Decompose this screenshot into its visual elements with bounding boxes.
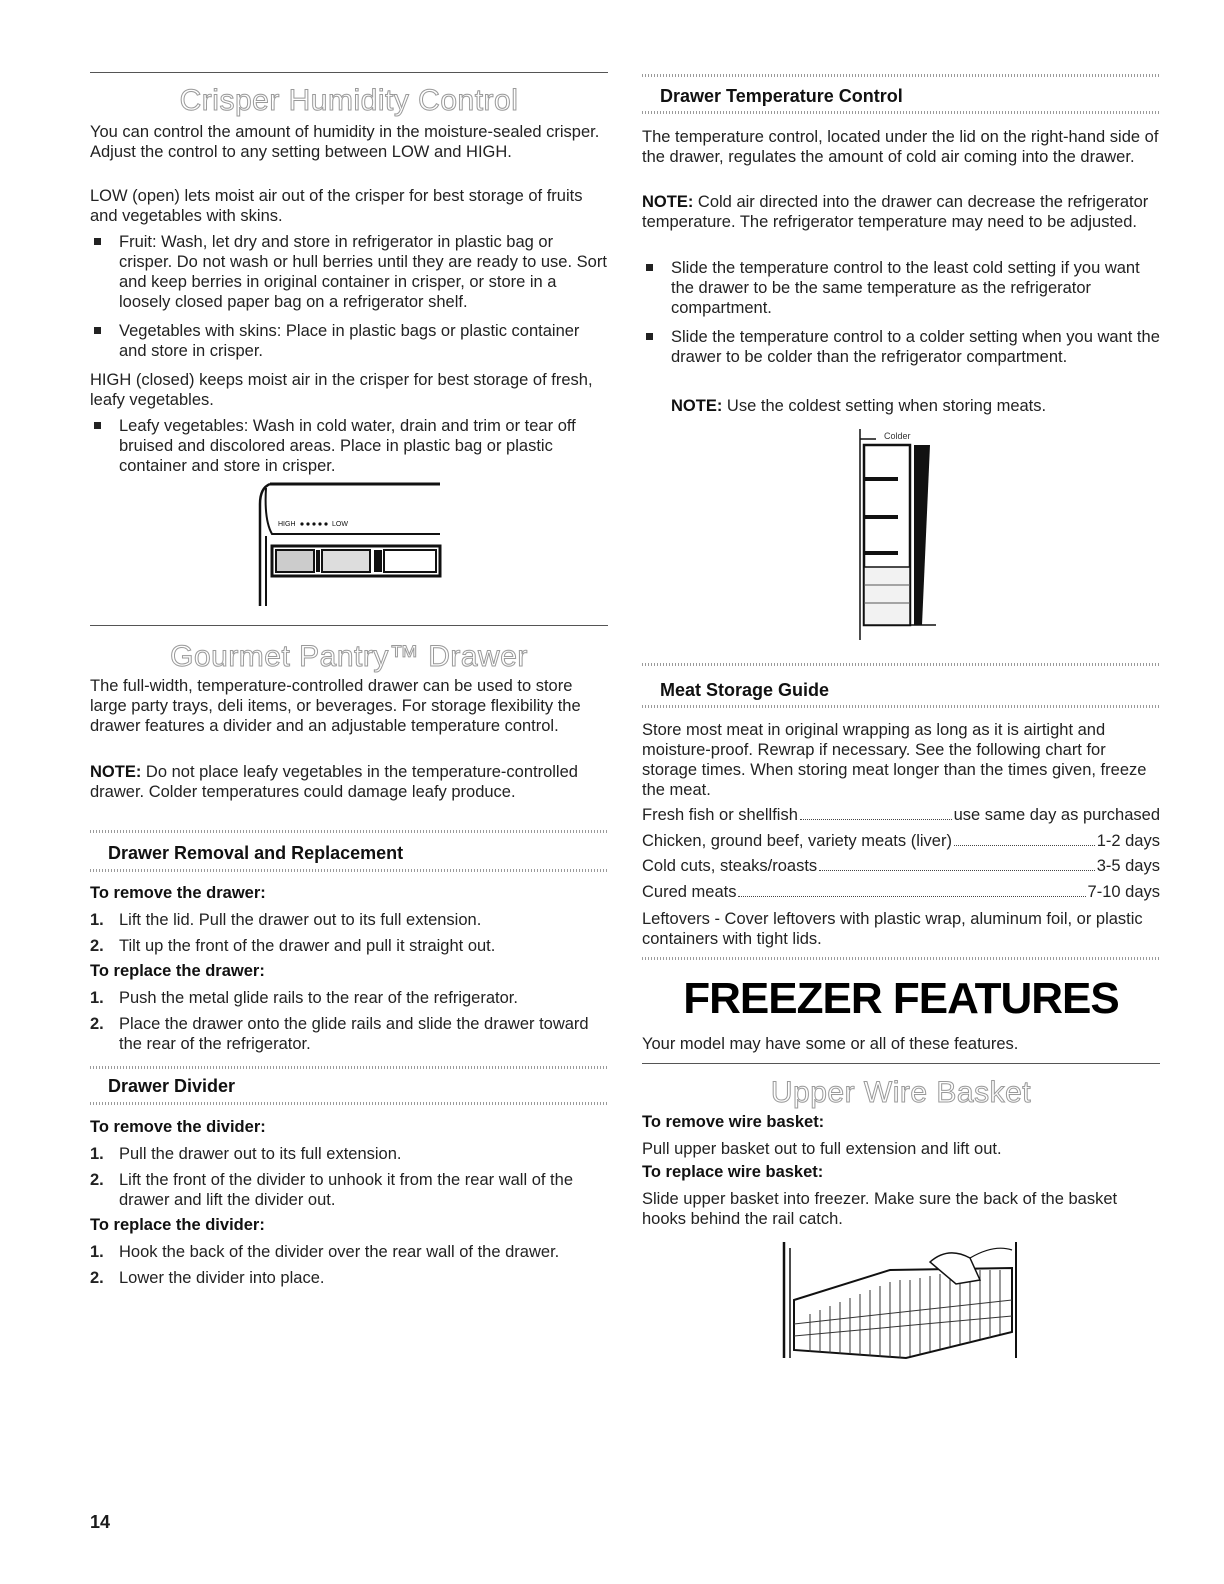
crisper-title: Crisper Humidity Control — [179, 84, 519, 117]
temperature-control-illustration — [852, 425, 962, 645]
bullet-marker — [646, 333, 653, 340]
section-rule — [90, 625, 608, 626]
meat-guide-paragraph: Store most meat in original wrapping as long as it is airtight and moisture-proof. Rewrap if necessary. See the following chart for storage times. When storing meat longer than the times given, freeze the meat. — [642, 721, 1147, 799]
wire-basket-title: Upper Wire Basket — [770, 1076, 1032, 1109]
meat-row: Chicken, ground beef, variety meats (liver) 1-2 days — [642, 832, 1160, 850]
replace-basket-lead: To replace wire basket: — [642, 1163, 824, 1181]
crisper-paragraph-1: You can control the amount of humidity in the moisture-sealed crisper. Adjust the control to any setting between LOW and HIGH. — [90, 123, 600, 161]
replace-divider-lead: To replace the divider: — [90, 1216, 265, 1234]
heading-rule — [90, 1102, 608, 1105]
removal-title: Drawer Removal and Replacement — [108, 843, 404, 863]
heading-rule — [642, 74, 1160, 77]
meat-row: Fresh fish or shellfish use same day as purchased — [642, 806, 1160, 824]
wire-basket-illustration — [780, 1240, 1020, 1362]
section-rule — [642, 1063, 1160, 1064]
bullet-marker — [94, 238, 101, 245]
pantry-paragraph: The full-width, temperature-controlled drawer can be used to store large party trays, deli items, or beverages. For storage flexibility the drawer features a divider and an adjustable temperature control. — [90, 677, 581, 735]
freezer-features-subtitle: Your model may have some or all of these features. — [642, 1035, 1019, 1053]
temp-control-note: NOTE: Cold air directed into the drawer can decrease the refrigerator temperature. The refrigerator temperature may need to be adjusted. — [642, 193, 1149, 231]
freezer-features-title: FREEZER FEATURES — [683, 974, 1119, 1023]
meat-row: Cold cuts, steaks/roasts 3-5 days — [642, 857, 1160, 875]
bullet-marker — [94, 422, 101, 429]
heading-rule — [90, 1066, 608, 1069]
meat-guide-title: Meat Storage Guide — [660, 680, 830, 700]
temp-control-paragraph: The temperature control, located under the lid on the right-hand side of the drawer, regulates the amount of cold air coming into the drawer. — [642, 128, 1159, 166]
remove-drawer-lead: To remove the drawer: — [90, 884, 266, 902]
colder-label: Colder — [884, 431, 911, 441]
remove-basket-text: Pull upper basket out to full extension and lift out. — [642, 1140, 1002, 1158]
crisper-paragraph-3: HIGH (closed) keeps moist air in the crisper for best storage of fresh, leafy vegetables. — [90, 371, 593, 409]
crisper-paragraph-2: LOW (open) lets moist air out of the crisper for best storage of fruits and vegetables with skins. — [90, 187, 583, 225]
heading-rule — [642, 663, 1160, 666]
replace-basket-text: Slide upper basket into freezer. Make sure the back of the basket hooks behind the rail catch. — [642, 1190, 1118, 1228]
figure-label-high: HIGH — [278, 521, 296, 528]
temp-control-title: Drawer Temperature Control — [660, 86, 903, 106]
heading-rule — [642, 957, 1160, 960]
remove-basket-lead: To remove wire basket: — [642, 1113, 825, 1131]
section-rule — [90, 72, 608, 73]
heading-rule — [90, 830, 608, 833]
meat-leftovers-note: Leftovers - Cover leftovers with plastic wrap, aluminum foil, or plastic containers with tight lids. — [642, 910, 1143, 948]
heading-rule — [642, 111, 1160, 114]
meat-row: Cured meats 7-10 days — [642, 883, 1160, 901]
heading-rule — [90, 869, 608, 872]
pantry-note: NOTE: Do not place leafy vegetables in the temperature-controlled drawer. Colder temperatures could damage leafy produce. — [90, 763, 578, 801]
divider-title: Drawer Divider — [108, 1076, 236, 1096]
bullet-marker — [646, 264, 653, 271]
page-number: 14 — [90, 1512, 111, 1532]
humidity-control-illustration — [258, 480, 448, 610]
remove-divider-lead: To remove the divider: — [90, 1118, 266, 1136]
replace-drawer-lead: To replace the drawer: — [90, 962, 265, 980]
temp-control-note-2: NOTE: Use the coldest setting when storing meats. — [671, 397, 1047, 415]
bullet-marker — [94, 327, 101, 334]
pantry-title: Gourmet Pantry™ Drawer — [170, 640, 528, 673]
figure-label-low: LOW — [332, 521, 348, 528]
heading-rule — [642, 705, 1160, 708]
